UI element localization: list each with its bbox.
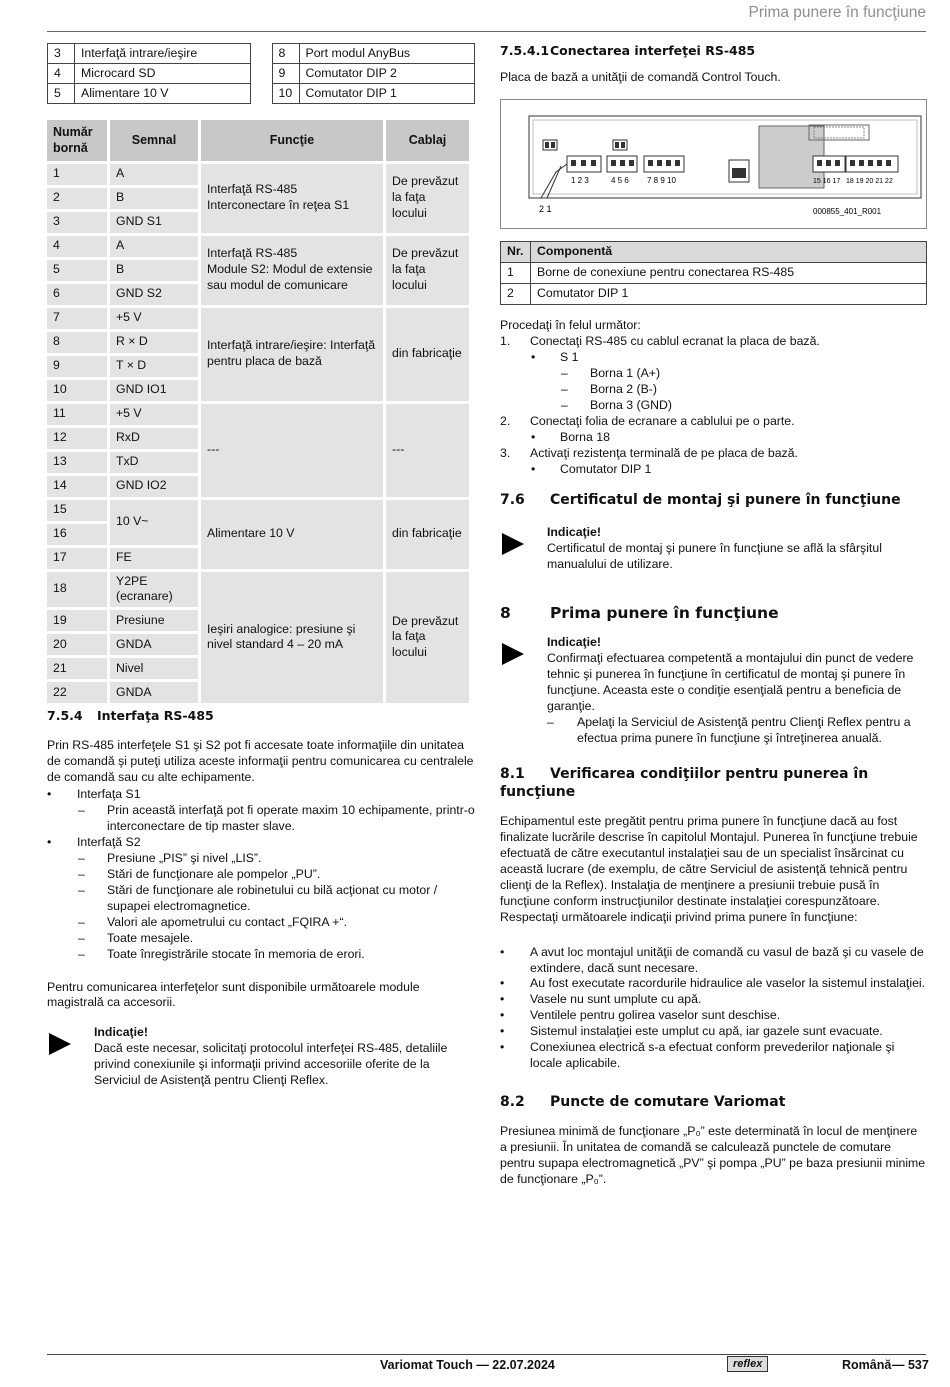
table-row	[501, 284, 927, 305]
note-box	[500, 525, 927, 573]
list-item	[500, 414, 927, 430]
list-item: – Prin această interfaţă pot fi operate maxim 10 echipamente, printr-o interconectare de tip master slave.	[47, 803, 475, 835]
wiring-cell: din fabricaţie	[386, 308, 469, 401]
table-row	[272, 44, 475, 64]
signal-name: Nivel	[110, 658, 198, 679]
legend-number: 5	[48, 84, 75, 104]
note-text: Certificatul de montaj şi punere în funcţiune se află la sfârşitul manualului de utilizare.	[547, 541, 882, 572]
comp-cell: 1	[501, 263, 531, 284]
play-arrow-icon	[502, 643, 524, 665]
note-box	[500, 635, 927, 747]
conditions-paragraph: Echipamentul este pregătit pentru prima punere în funcţiune dacă au fost finalizate lucrările descrise în capitolul Montajul. Punerea în funcţiune trebuie efectuată de către executantul instalaţiei sau de un specialist însărcinat cu această lucrare (de exemplu, de către Serviciul de asistenţă tehnică pentru clienţi de la Reflex). Instalaţia de menţinere a presiunii trebuie pusă în funcţiune conform instrucţiunilor destinate instalaţiei corespunzătoare. Respectaţi următoarele indicaţii privind prima punere în funcţiune:	[500, 813, 918, 924]
section-7-5-4-heading: 7.5.4 Interfaţa RS-485	[47, 708, 214, 724]
modules-paragraph: Pentru comunicarea interfeţelor sunt disponibile următoarele module magistrală ca accesorii.	[47, 979, 420, 1010]
function-cell: ---	[201, 404, 383, 497]
switchpoints-paragraph: Presiunea minimă de funcţionare „P₀” este determinată în locul de menţinere a presiunii. În unitatea de comandă se calculează punctele de comutare pentru supapa electromagnetică „PV” şi pompa „PU” pe baza presiunii minime de funcţionare „P₀”.	[500, 1123, 926, 1186]
signal-name: R × D	[110, 332, 198, 353]
terminal-number: 22	[47, 682, 107, 703]
signal-name: FE	[110, 548, 198, 569]
figure-code: 000855_401_R001	[813, 207, 882, 217]
legend-label: Comutator DIP 2	[299, 64, 475, 84]
section-7-6-heading: 7.6 Certificatul de montaj şi punere în funcţiune	[500, 492, 901, 509]
signal-name: +5 V	[110, 308, 198, 329]
table-row	[47, 164, 469, 185]
reflex-logo: reflex	[727, 1356, 768, 1372]
board-figure	[500, 99, 927, 229]
legend-table-left	[47, 43, 251, 104]
list-item: • Comutator DIP 1	[500, 462, 927, 478]
signal-name: T × D	[110, 356, 198, 377]
function-cell: Ieşiri analogice: presiune şi nivel standard 4 – 20 mA	[201, 572, 383, 704]
signal-name: +5 V	[110, 404, 198, 425]
table-row	[47, 404, 469, 425]
play-arrow-icon	[502, 533, 524, 555]
terminal-number: 2	[47, 188, 107, 209]
signal-table	[44, 117, 472, 706]
legend-number: 3	[48, 44, 75, 64]
terminal-number: 9	[47, 356, 107, 377]
terminal-number: 4	[47, 236, 107, 257]
page-header-title: Prima punere în funcţiune	[748, 4, 926, 21]
signal-name: B	[110, 188, 198, 209]
wiring-cell: din fabricaţie	[386, 500, 469, 569]
legend-label: Interfaţă intrare/ieşire	[75, 44, 251, 64]
step-text: Activaţi rezistenţa terminală de pe placa de bază.	[530, 446, 798, 461]
figure-label-c: 7 8 9 10	[647, 176, 676, 186]
table-row	[47, 236, 469, 257]
note-title: Indicaţie!	[94, 1025, 148, 1040]
figure-label-a: 1 2 3	[571, 176, 589, 186]
legend-label: Port modul AnyBus	[299, 44, 475, 64]
signal-name: A	[110, 164, 198, 185]
procedure-intro: Procedaţi în felul următor:	[500, 318, 641, 333]
terminal-number: 5	[47, 260, 107, 281]
list-item: • Conexiunea electrică s-a efectuat conform prevederilor naţionale şi locale aplicabile.	[500, 1040, 927, 1072]
list-item: • S 1	[500, 350, 927, 366]
legend-number: 10	[272, 84, 299, 104]
terminal-number: 16	[47, 524, 107, 545]
signal-name: GND IO2	[110, 476, 198, 497]
left-column	[47, 43, 475, 1089]
figure-label-d: 15 16 17	[813, 178, 841, 186]
control-board-diagram	[501, 100, 926, 226]
legend-number: 9	[272, 64, 299, 84]
list-item: • Sistemul instalaţiei este umplut cu apă, iar gazele sunt evacuate.	[500, 1024, 927, 1040]
terminal-number: 6	[47, 284, 107, 305]
interface-list	[47, 787, 475, 851]
step-number: 3.	[500, 446, 511, 461]
conditions-list	[500, 945, 927, 1073]
list-item: • Au fost executate racordurile hidraulice ale vaselor la sistemul instalaţiei.	[500, 976, 927, 992]
list-item: – Borna 1 (A+)	[500, 366, 927, 382]
figure-intro: Placa de bază a unităţii de comandă Control Touch.	[500, 70, 781, 85]
header-rule	[47, 31, 926, 32]
list-item: • Interfaţa S1	[47, 787, 475, 803]
table-row	[48, 84, 251, 104]
function-cell: Interfaţă RS-485 Module S2: Modul de extensie sau modul de comunicare	[201, 236, 383, 305]
note-box	[47, 1025, 475, 1089]
legend-number: 8	[272, 44, 299, 64]
terminal-number: 12	[47, 428, 107, 449]
signal-name: Presiune	[110, 610, 198, 631]
col-header-wiring: Cablaj	[386, 120, 469, 161]
list-item: • Interfaţă S2	[47, 835, 475, 851]
table-row	[47, 500, 469, 521]
signal-name: TxD	[110, 452, 198, 473]
terminal-number: 3	[47, 212, 107, 233]
signal-name: GNDA	[110, 634, 198, 655]
list-item: – Valori ale apometrului cu contact „FQIRA +“.	[47, 915, 475, 931]
step-number: 1.	[500, 334, 511, 349]
legend-number: 4	[48, 64, 75, 84]
wiring-cell: De prevăzut la faţa locului	[386, 164, 469, 233]
terminal-number: 11	[47, 404, 107, 425]
table-row	[272, 84, 475, 104]
list-item: – Toate mesajele.	[47, 931, 475, 947]
table-row	[47, 308, 469, 329]
comp-cell: Borne de conexiune pentru conectarea RS-485	[531, 263, 927, 284]
terminal-number: 19	[47, 610, 107, 631]
terminal-number: 18	[47, 572, 107, 608]
note-text: Dacă este necesar, solicitaţi protocolul interfeţei RS-485, detaliile privind conexiunile şi informaţii privind accesoriile oferite de la Serviciul de Asistenţă pentru Clienţi Reflex.	[94, 1041, 448, 1088]
terminal-number: 13	[47, 452, 107, 473]
terminal-number: 8	[47, 332, 107, 353]
legend-label: Comutator DIP 1	[299, 84, 475, 104]
wiring-cell: De prevăzut la faţa locului	[386, 236, 469, 305]
footer-product: Variomat Touch — 22.07.2024	[380, 1358, 555, 1372]
comp-header-nr: Nr.	[501, 242, 531, 263]
legend-table-right	[272, 43, 476, 104]
section-8-2-heading: 8.2 Puncte de comutare Variomat	[500, 1094, 786, 1111]
footer-rule	[47, 1354, 926, 1355]
table-row	[272, 64, 475, 84]
signal-name: A	[110, 236, 198, 257]
list-item: – Borna 2 (B-)	[500, 382, 927, 398]
legend-label: Microcard SD	[75, 64, 251, 84]
list-item: – Borna 3 (GND)	[500, 398, 927, 414]
component-table	[500, 241, 927, 305]
comp-cell: Comutator DIP 1	[531, 284, 927, 305]
right-column	[500, 43, 927, 1188]
signal-name: GND S2	[110, 284, 198, 305]
signal-name: RxD	[110, 428, 198, 449]
section-8-heading: 8 Prima punere în funcţiune	[500, 604, 779, 623]
function-cell: Interfaţă RS-485 Interconectare în reţea S1	[201, 164, 383, 233]
table-row	[48, 44, 251, 64]
signal-name: GNDA	[110, 682, 198, 703]
table-row	[48, 64, 251, 84]
list-item	[500, 446, 927, 462]
play-arrow-icon	[49, 1033, 71, 1055]
step-number: 2.	[500, 414, 511, 429]
section-8-1-heading: 8.1 Verificarea condiţiilor pentru punerea în funcţiune	[500, 766, 869, 801]
legend-label: Alimentare 10 V	[75, 84, 251, 104]
footer-page-number: — 537	[892, 1358, 929, 1372]
procedure-steps	[500, 334, 927, 478]
note-title: Indicaţie!	[547, 525, 601, 540]
function-cell: Interfaţă intrare/ieşire: Interfaţă pentru placa de bază	[201, 308, 383, 401]
list-item: – Stări de funcţionare ale robinetului cu bilă acţionat cu motor / supapei electromagnetice.	[47, 883, 475, 915]
col-header-function: Funcţie	[201, 120, 383, 161]
function-cell: Alimentare 10 V	[201, 500, 383, 569]
rs485-intro: Prin RS-485 interfeţele S1 şi S2 pot fi accesate toate informaţiile din unitatea de comandă şi puteţi utiliza aceste informaţii pentru comunicarea cu centralele de comandă sau cu alte echipamente.	[47, 737, 474, 784]
terminal-number: 10	[47, 380, 107, 401]
s2-items-list	[47, 851, 475, 963]
col-header-number: Număr bornă	[47, 120, 107, 161]
step-text: Conectaţi RS-485 cu cablul ecranat la placa de bază.	[530, 334, 820, 349]
col-header-signal: Semnal	[110, 120, 198, 161]
footer-language: Română	[842, 1358, 892, 1372]
terminal-number: 15	[47, 500, 107, 521]
list-item: • Borna 18	[500, 430, 927, 446]
list-item: • Vasele nu sunt umplute cu apă.	[500, 992, 927, 1008]
note-text: Confirmaţi efectuarea competentă a montajului din punct de vedere tehnic şi punerea în funcţiune în certificatul de montaj şi punere în funcţiune. Aceasta este o condiţie esenţială pentru a beneficia de garanţie.	[547, 651, 914, 714]
terminal-number: 7	[47, 308, 107, 329]
terminal-number: 20	[47, 634, 107, 655]
table-row	[47, 572, 469, 608]
list-item: – Toate înregistrările stocate în memoria de erori.	[47, 947, 475, 963]
signal-name: GND IO1	[110, 380, 198, 401]
signal-name: Y2PE (ecranare)	[110, 572, 198, 608]
step-text: Conectaţi folia de ecranare a cablului pe o parte.	[530, 414, 795, 429]
comp-header-component: Componentă	[531, 242, 927, 263]
comp-cell: 2	[501, 284, 531, 305]
table-row	[501, 263, 927, 284]
wiring-cell: De prevăzut la faţa locului	[386, 572, 469, 704]
terminal-number: 17	[47, 548, 107, 569]
list-item	[500, 334, 927, 350]
list-item: – – Apelaţi la Serviciul de Asistenţă pentru Clienţi Reflex pentru a efectua prima punere în funcţiune şi întreţinerea anuală.	[547, 715, 927, 747]
figure-label-b: 4 5 6	[611, 176, 629, 186]
list-item: – Presiune „PIS” şi nivel „LIS”.	[47, 851, 475, 867]
signal-name: B	[110, 260, 198, 281]
note-title: Indicaţie!	[547, 635, 601, 650]
list-item: • A avut loc montajul unităţii de comandă cu vasul de bază şi cu vasele de extindere, dacă sunt necesare.	[500, 945, 927, 977]
list-item: – Stări de funcţionare ale pompelor „PU”.	[47, 867, 475, 883]
section-7-5-4-1-heading: 7.5.4.1Conectarea interfeţei RS-485	[500, 43, 756, 58]
figure-label-21: 2 1	[539, 204, 552, 215]
wiring-cell: ---	[386, 404, 469, 497]
signal-name: 10 V~	[110, 500, 198, 545]
list-item: • Ventilele pentru golirea vaselor sunt deschise.	[500, 1008, 927, 1024]
terminal-number: 1	[47, 164, 107, 185]
terminal-number: 21	[47, 658, 107, 679]
terminal-number: 14	[47, 476, 107, 497]
signal-name: GND S1	[110, 212, 198, 233]
figure-label-e: 18 19 20 21 22	[846, 178, 893, 186]
